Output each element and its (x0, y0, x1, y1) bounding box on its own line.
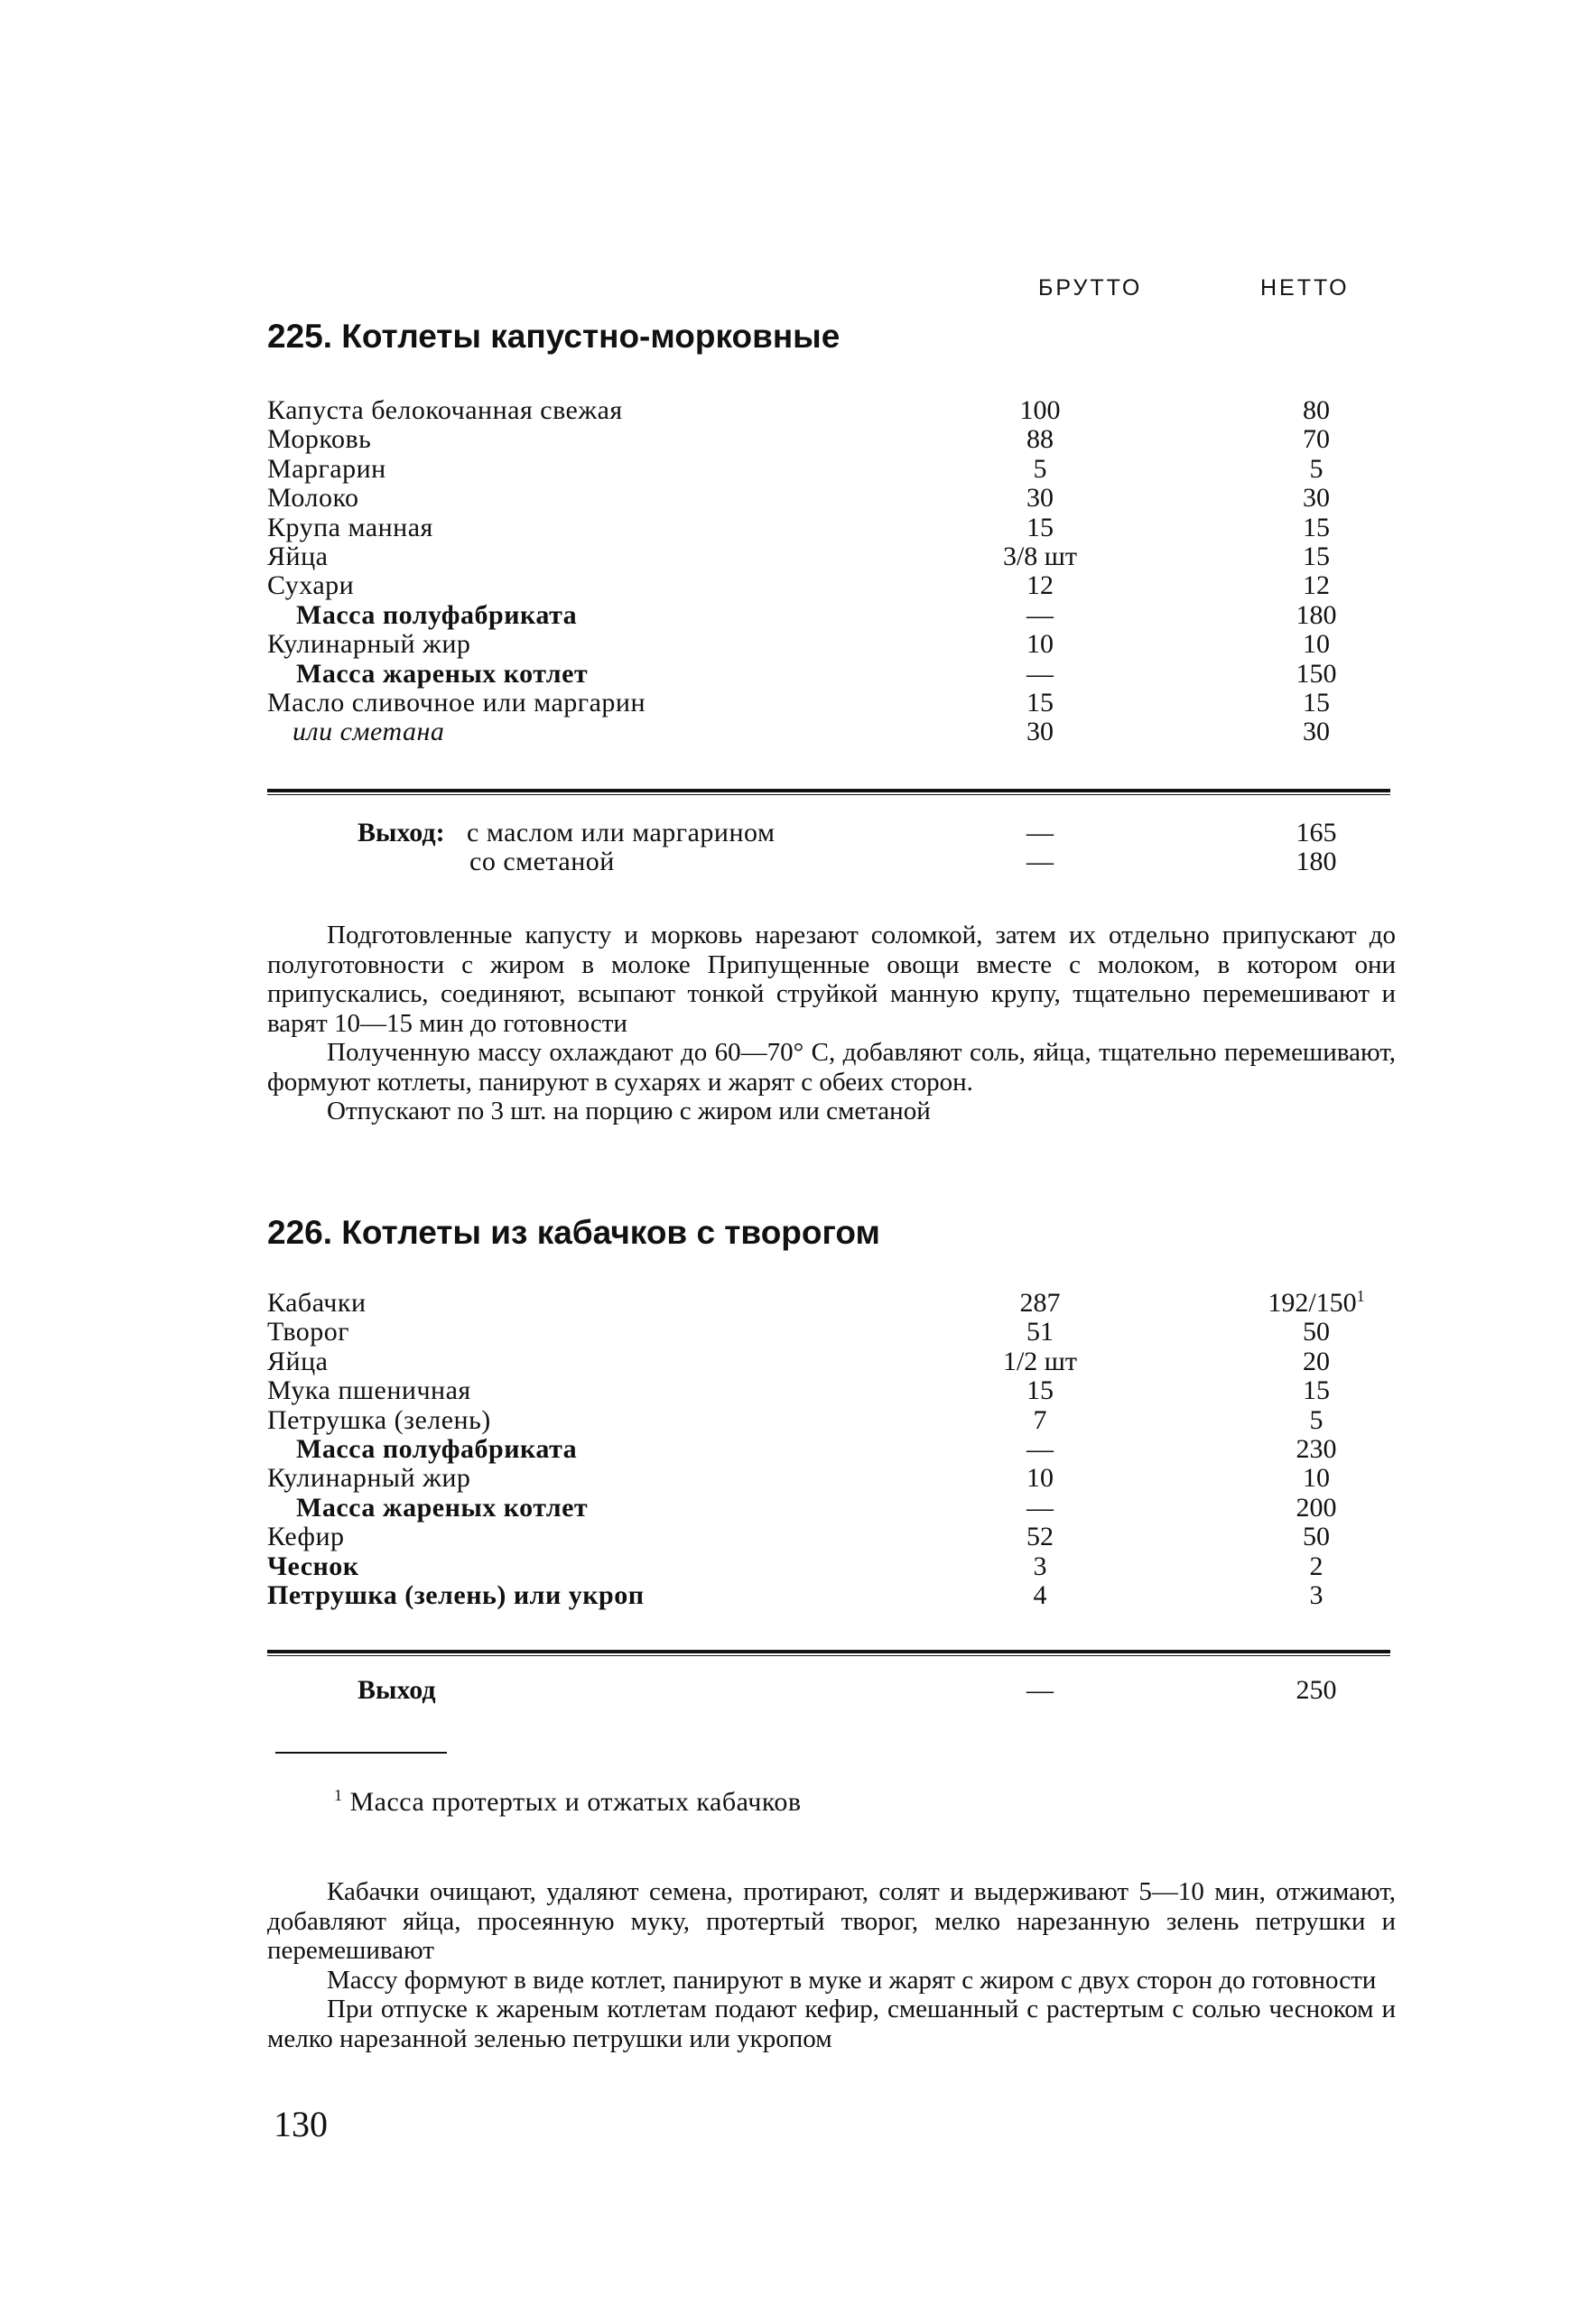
instruction-paragraph: Полученную массу охлаждают до 60—70° С, добавляют соль, яйца, тщательно перемешивают, формуют котлеты, панируют в сухарях и жарят с обеих сторон. (267, 1038, 1396, 1097)
yield-text: с маслом или маргарином (467, 818, 776, 847)
gross-value: 287 (1019, 1288, 1061, 1318)
ingredient-name: Кабачки (267, 1288, 367, 1318)
gross-value: 3 (1033, 1551, 1047, 1581)
net-value: 15 (1303, 512, 1330, 542)
net-value: 10 (1303, 1463, 1330, 1494)
ingredient-name: Кулинарный жир (267, 629, 471, 660)
table-row (267, 396, 1405, 425)
ingredient-name: Яйца (267, 1346, 329, 1376)
ingredient-name: Кефир (267, 1522, 345, 1552)
gross-value: — (1026, 847, 1054, 877)
table-row (267, 1289, 1405, 1318)
net-value: 180 (1296, 599, 1337, 630)
ingredient-name: Мука пшеничная (267, 1375, 471, 1406)
gross-value: — (1026, 1492, 1054, 1523)
ingredient-name: Масло сливочное или маргарин (267, 687, 646, 718)
table-row (267, 1406, 1405, 1435)
page-number: 130 (274, 2104, 328, 2144)
net-value: 80 (1303, 395, 1330, 425)
gross-value: 15 (1026, 687, 1054, 718)
table-row (267, 542, 1405, 571)
net-value: 10 (1303, 629, 1330, 660)
gross-value: 15 (1026, 1375, 1054, 1406)
gross-value: 1/2 шт (1002, 1346, 1078, 1376)
net-value: 2 (1309, 1551, 1324, 1581)
table-row (267, 1318, 1405, 1347)
net-value: 5 (1309, 1404, 1324, 1435)
table-row (267, 1494, 1405, 1523)
net-value: 150 (1296, 658, 1337, 689)
ingredient-name: Молоко (267, 483, 359, 514)
table-divider (267, 789, 1390, 792)
ingredient-name: Творог (267, 1317, 350, 1347)
gross-value: 52 (1026, 1522, 1054, 1552)
table-row (267, 1552, 1405, 1581)
recipe-226-title: 226. Котлеты из кабачков с творогом (267, 1214, 880, 1251)
gross-value: — (1026, 1433, 1054, 1464)
subtotal-name: Масса жареных котлет (296, 658, 589, 689)
footnote (334, 1787, 802, 1818)
instruction-paragraph: При отпуске к жареным котлетам подают кефир, смешанный с растертым с солью чесноком и мелко нарезанной зеленью петрушки или укропом (267, 1995, 1396, 2053)
table-row (267, 1464, 1405, 1493)
net-value: 200 (1296, 1492, 1337, 1523)
yield-row (267, 847, 1405, 876)
instruction-paragraph: Массу формуют в виде котлет, панируют в муке и жарят с жиром с двух сторон до готовности (327, 1965, 1377, 1995)
yield-label: Выход: (358, 818, 445, 847)
gross-value: 10 (1026, 1463, 1054, 1494)
table-row (267, 1581, 1405, 1610)
instruction-paragraph: Отпускают по 3 шт. на порцию с жиром или сметаной (327, 1097, 931, 1125)
net-value: 50 (1303, 1522, 1330, 1552)
gross-value: 12 (1026, 570, 1054, 601)
ingredient-name: Чеснок (267, 1551, 359, 1581)
gross-value: 5 (1033, 453, 1047, 484)
net-value: 15 (1303, 541, 1330, 571)
ingredient-name: Кулинарный жир (267, 1463, 471, 1494)
net-value (1244, 1289, 1389, 1318)
gross-value: 51 (1026, 1317, 1054, 1347)
gross-value: 30 (1026, 483, 1054, 514)
subtotal-name: Масса полуфабриката (296, 599, 578, 630)
yield-row (267, 1676, 1405, 1705)
net-value: 230 (1296, 1433, 1337, 1464)
net-value: 20 (1303, 1346, 1330, 1376)
ingredient-name: Сухари (267, 570, 355, 601)
footnote-text: Масса протертых и отжатых кабачков (349, 1787, 802, 1817)
net-value-text: 192/150 (1268, 1288, 1357, 1318)
recipe-225-title: 225. Котлеты капустно-морковные (267, 318, 841, 355)
table-row (267, 601, 1405, 630)
gross-value: — (1026, 599, 1054, 630)
recipe-225-ingredients-table (267, 396, 1405, 747)
gross-value: 30 (1026, 717, 1054, 747)
table-row (267, 455, 1405, 484)
ingredient-name: Петрушка (зелень) (267, 1404, 491, 1435)
footnote-divider (275, 1752, 447, 1754)
table-row (267, 718, 1405, 746)
net-value: 180 (1296, 847, 1337, 877)
ingredient-name: Капуста белокочанная свежая (267, 395, 623, 425)
net-value: 5 (1309, 453, 1324, 484)
gross-value: 4 (1033, 1579, 1047, 1610)
table-row (267, 660, 1405, 689)
instruction-paragraph: Подготовленные капусту и морковь нарезают соломкой, затем их отдельно припускают до полуготовности с жиром в молоке Припущенные овощи вместе с молоком, в котором они припускались, соединяют, всыпают тонкой струйкой манную крупу, тщательно перемешивают и варят 10—15 мин до готовности (267, 921, 1396, 1038)
gross-value: 3/8 шт (1002, 541, 1078, 571)
recipe-226-instructions (267, 1877, 1396, 2053)
recipe-226-yield (267, 1676, 1405, 1705)
table-row (267, 689, 1405, 718)
table-row (267, 425, 1405, 454)
gross-value: — (1026, 818, 1054, 847)
ingredient-name: Яйца (267, 541, 329, 571)
table-row (267, 1523, 1405, 1551)
yield-row (267, 819, 1405, 847)
table-row (267, 1376, 1405, 1405)
table-row (267, 514, 1405, 542)
net-value: 50 (1303, 1317, 1330, 1347)
net-value: 3 (1309, 1579, 1324, 1610)
net-value: 165 (1296, 818, 1337, 847)
gross-value: — (1026, 1675, 1054, 1705)
net-value: 30 (1303, 717, 1330, 747)
column-header-net: НЕТТО (1260, 275, 1350, 301)
table-row (267, 484, 1405, 513)
subtotal-name: Масса полуфабриката (296, 1433, 578, 1464)
table-row (267, 1435, 1405, 1464)
ingredient-name: Крупа манная (267, 512, 433, 542)
ingredient-name: Петрушка (зелень) или укроп (267, 1579, 645, 1610)
footnote-mark: 1 (334, 1786, 343, 1804)
table-row (267, 630, 1405, 659)
ingredient-name: Маргарин (267, 453, 386, 484)
net-value: 12 (1303, 570, 1330, 601)
recipe-225-yield (267, 819, 1405, 877)
gross-value: 7 (1033, 1404, 1047, 1435)
table-row (267, 1347, 1405, 1376)
net-value: 15 (1303, 1375, 1330, 1406)
gross-value: 100 (1019, 395, 1061, 425)
table-divider (267, 1650, 1390, 1653)
table-row (267, 571, 1405, 600)
instruction-paragraph: Кабачки очищают, удаляют семена, протирают, солят и выдерживают 5—10 мин, отжимают, добавляют яйца, просеянную муку, протертый творог, мелко нарезанную зелень петрушки и перемешивают (267, 1877, 1396, 1965)
subtotal-name: Масса жареных котлет (296, 1492, 589, 1523)
gross-value: — (1026, 658, 1054, 689)
yield-label: Выход (358, 1675, 436, 1705)
net-value: 15 (1303, 687, 1330, 718)
net-value: 250 (1296, 1675, 1337, 1705)
column-header-gross: БРУТТО (1038, 275, 1143, 301)
recipe-225-instructions (267, 921, 1396, 1126)
net-value: 70 (1303, 424, 1330, 455)
ingredient-name: Морковь (267, 424, 372, 455)
footnote-mark: 1 (1356, 1287, 1365, 1305)
net-value: 30 (1303, 483, 1330, 514)
recipe-226-ingredients-table (267, 1289, 1405, 1610)
gross-value: 88 (1026, 424, 1054, 455)
ingredient-name: или сметана (293, 717, 445, 747)
gross-value: 10 (1026, 629, 1054, 660)
yield-text: со сметаной (469, 847, 615, 877)
gross-value: 15 (1026, 512, 1054, 542)
